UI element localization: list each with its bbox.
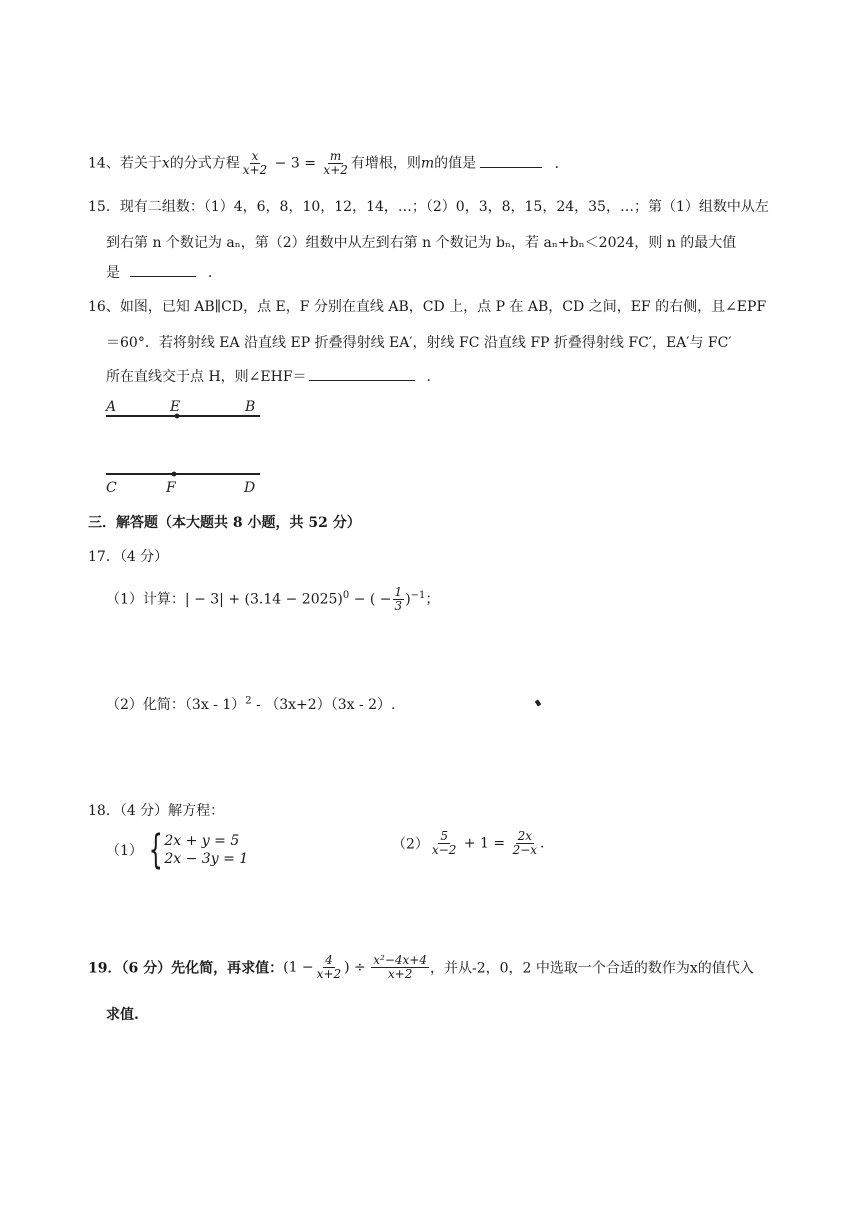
question-18-part-2	[392, 830, 545, 857]
q18-equation-system	[143, 827, 249, 873]
q19-f2-num: x²−4x+4	[373, 953, 427, 967]
q18-p2-lead: （2）	[392, 836, 429, 853]
q19-tail: ，并从-2，0，2 中选取一个合适的数作为x的值代入	[429, 960, 754, 977]
q17-p1-expr-b: − ( −	[349, 591, 392, 608]
question-16-line-1: 16、如图，已知 AB∥CD，点 E，F 分别在直线 AB，CD 上，点 P 在 AB，CD 之间，EF 的右侧，且∠EPF	[88, 299, 767, 315]
q19-f1-num: 4	[325, 953, 333, 967]
q16-answer-blank[interactable]	[309, 366, 415, 381]
q19-open: (1 −	[283, 959, 314, 976]
q14-mid: 的分式方程	[169, 155, 240, 172]
q18-eq2: 2x − 3y = 1	[164, 851, 249, 867]
q17-p1-lead: （1）计算：	[106, 591, 185, 608]
label-c: C	[106, 480, 117, 496]
q18-fraction-2	[511, 830, 539, 857]
q14-minus: − 3 =	[274, 155, 316, 172]
q17-p2-lead: （2）化简：（3x - 1）	[106, 697, 246, 713]
q14-end: ．	[554, 155, 569, 172]
q17-p1-end: ；	[425, 591, 440, 608]
q18-f2-den: 2−x	[512, 843, 538, 857]
question-15-line-2: 到右第 n 个数记为 aₙ，第（2）组数中从左到右第 n 个数记为 bₙ，若 aₙ+bₙ＜2024，则 n 的最大值	[106, 235, 737, 251]
q14-tail: 有增根，则	[350, 155, 421, 172]
question-17-head: 17．（4 分）	[88, 549, 169, 565]
q14-tail2: 的值是	[434, 155, 477, 172]
question-16-line-3	[106, 366, 441, 386]
question-15-line-1: 15．现有二组数：（1）4，6，8，10，12，14，…；（2）0，3，8，15，24，35，…；第（1）组数中从左	[88, 199, 769, 215]
q19-fraction-2	[371, 954, 429, 981]
section-3-title: 三．解答题（本大题共 8 小题，共 52 分）	[88, 515, 361, 531]
q17-p1-expr-c: )	[405, 591, 411, 608]
q17-p1-fraction	[393, 586, 405, 613]
question-19-line-1	[88, 954, 754, 981]
q17-p2-rest: - （3x+2）（3x - 2）.	[251, 697, 396, 713]
question-17-part-1	[106, 586, 439, 613]
q14-f2-num: m	[329, 149, 342, 163]
q18-p1-lead: （1）	[106, 843, 143, 859]
question-18-head: 18．（4 分）解方程：	[88, 803, 225, 819]
label-d: D	[244, 480, 256, 496]
q18-f1-den: x−2	[431, 843, 457, 857]
q14-f1-den: x+2	[242, 163, 268, 177]
question-19-line-2: 求值.	[106, 1007, 139, 1023]
label-e: E	[170, 399, 181, 415]
q19-f1-den: x+2	[316, 967, 342, 981]
q18-f2-num: 2x	[517, 829, 533, 843]
q14-var: x	[161, 155, 170, 172]
q19-close: ) ÷	[344, 959, 366, 976]
q17-p1-expr-a: | − 3| + (3.14 − 2025)	[184, 591, 343, 608]
q14-fraction-1	[241, 150, 269, 177]
q14-var2: m	[420, 155, 435, 172]
q15-line3-lead: 是	[106, 265, 120, 281]
label-f: F	[166, 480, 176, 496]
q18-plus: + 1 =	[463, 835, 506, 852]
q18-fraction-1	[430, 830, 458, 857]
question-17-part-2	[106, 694, 396, 714]
q14-lead: 14、若关于	[88, 155, 162, 172]
q17-p1-expneg: −1	[410, 589, 426, 601]
brace-icon: {	[148, 827, 163, 873]
parallel-lines-figure	[100, 392, 300, 502]
q15-answer-blank[interactable]	[130, 262, 196, 277]
label-a: A	[106, 399, 117, 415]
q14-answer-blank[interactable]	[480, 153, 542, 168]
q16-line3-end: ．	[426, 369, 441, 385]
q19-head: 19．（6 分）先化简，再求值：	[88, 960, 284, 977]
stray-mark	[535, 699, 542, 706]
q17-p1-exp0: 0	[342, 589, 350, 601]
q17-p2-exp: 2	[245, 695, 252, 707]
q18-p2-end: .	[540, 835, 545, 852]
q18-eq1: 2x + y = 5	[164, 833, 240, 849]
question-14	[88, 150, 569, 177]
q17-p1-fden: 3	[394, 599, 403, 613]
q14-f1-num: x	[251, 149, 259, 163]
label-b: B	[245, 399, 256, 415]
q14-fraction-2	[321, 150, 349, 177]
q17-p1-fnum: 1	[394, 585, 403, 599]
point-f	[172, 472, 177, 477]
question-18-part-1	[106, 827, 249, 873]
q16-line3-lead: 所在直线交于点 H，则∠EHF＝	[106, 369, 307, 385]
q14-f2-den: x+2	[323, 163, 348, 177]
question-16-line-2: ＝60°．若将射线 EA 沿直线 EP 折叠得射线 EA′，射线 FC 沿直线 FP 折叠得射线 FC′，EA′与 FC′	[106, 335, 732, 351]
q19-fraction-1	[315, 954, 343, 981]
q18-f1-num: 5	[440, 829, 448, 843]
q15-line3-end: ．	[208, 265, 222, 281]
question-15-line-3	[106, 262, 222, 282]
q19-f2-den: x+2	[387, 967, 413, 981]
